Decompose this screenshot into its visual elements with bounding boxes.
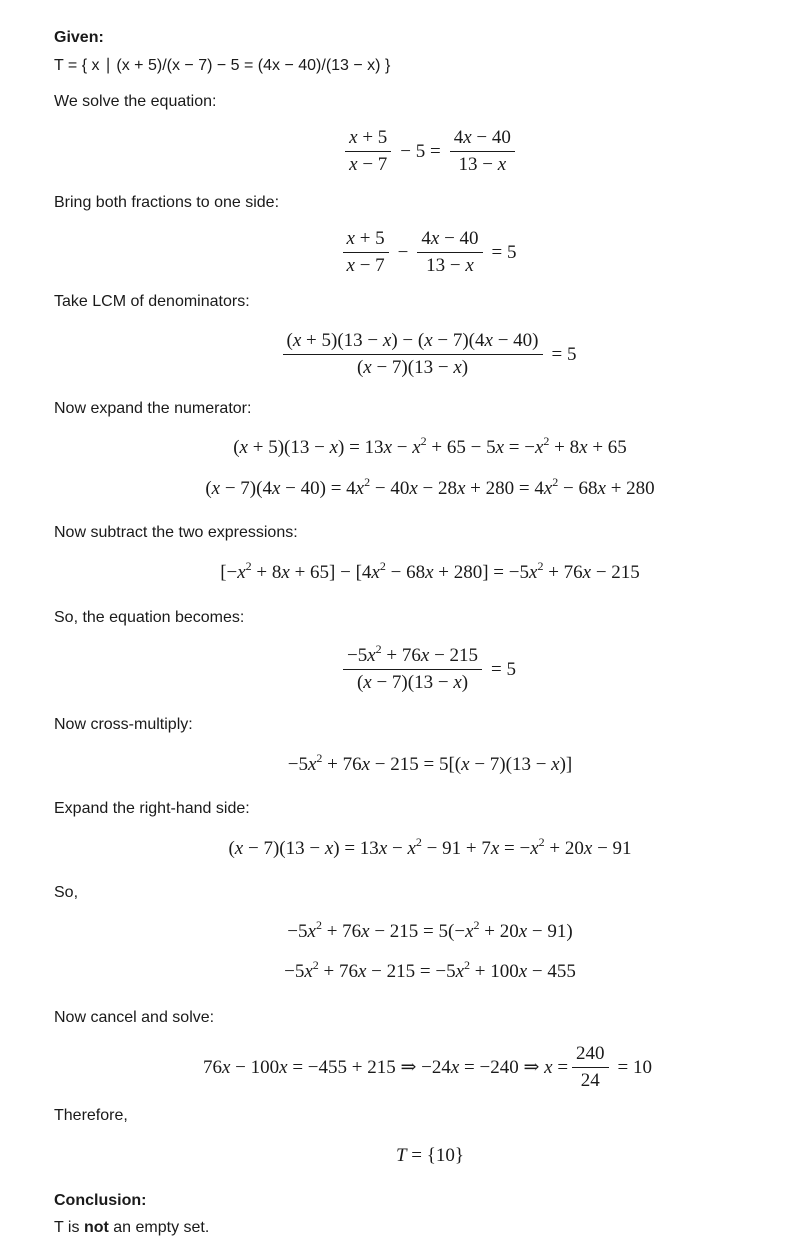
equation-7: $-5x^2 + 76x - 215 = 5[(x - 7)(13 - x)]$ bbox=[287, 751, 573, 775]
given-label: Given: bbox=[54, 29, 104, 46]
conclusion-post: an empty set. bbox=[108, 1219, 210, 1236]
step-text-7: Now cross-multiply: bbox=[54, 716, 193, 733]
equation-3: $\frac{(x + 5)(13 - x) - (x - 7)(4x - 40)}{(x - 7)(13 - x)}$ = 5 bbox=[0, 329, 800, 379]
equation-6: $\frac{-5x^2 + 76x - 215}{(x - 7)(13 - x)}$ = 5 bbox=[0, 644, 800, 694]
step-text-2: Bring both fractions to one side: bbox=[54, 194, 280, 211]
step-text-4: Now expand the numerator: bbox=[54, 400, 252, 417]
result-equation: T = {10} bbox=[395, 1145, 465, 1166]
step-text-1: We solve the equation: bbox=[54, 93, 217, 110]
step-text-8: Expand the right-hand side: bbox=[54, 800, 250, 817]
conclusion-text bbox=[54, 1218, 209, 1238]
step-text-5: Now subtract the two expressions: bbox=[54, 524, 298, 541]
step-text-11: Therefore, bbox=[54, 1107, 128, 1124]
equation-4a: $(x + 5)(13 - x) = 13x - x^2 + 65 - 5x = -x^2 + 8x + 65$ bbox=[233, 434, 627, 458]
equation-8: $(x - 7)(13 - x) = 13x - x^2 - 91 + 7x = -x^2 + 20x - 91$ bbox=[228, 835, 632, 859]
step-text-9: So, bbox=[54, 884, 79, 901]
conclusion-pre: T is bbox=[54, 1219, 84, 1236]
conclusion-emphasis: not bbox=[83, 1219, 109, 1236]
equation-9b: $-5x^2 + 76x - 215 = -5x^2 + 100x - 455$ bbox=[284, 958, 576, 982]
equation-5: $[-x^2 + 8x + 65] - [4x^2 - 68x + 280] = -5x^2 + 76x - 215$ bbox=[220, 559, 640, 583]
step-text-10: Now cancel and solve: bbox=[54, 1009, 215, 1026]
equation-2: $\frac{x + 5}{x - 7}$ − $\frac{4x - 40}{13 - x}$ = 5 bbox=[0, 227, 800, 277]
equation-9a: $-5x^2 + 76x - 215 = 5(-x^2 + 20x - 91)$ bbox=[287, 918, 573, 942]
equation-10: 76x − 100x = −455 + 215 ⇒ −24x = −240 ⇒ x = $\frac{240}{24}$ = 10 bbox=[202, 1043, 653, 1091]
step-text-6: So, the equation becomes: bbox=[54, 609, 245, 626]
conclusion-label: Conclusion: bbox=[54, 1192, 147, 1209]
equation-1: $\frac{x + 5}{x - 7}$ − 5 = $\frac{4x - 40}{13 - x}$ bbox=[0, 126, 800, 176]
equation-4b: $(x - 7)(4x - 40) = 4x^2 - 40x - 28x + 280 = 4x^2 - 68x + 280$ bbox=[205, 475, 655, 499]
set-definition: T = { x ∣ (x + 5)/(x − 7) − 5 = (4x − 40)/(13 − x) } bbox=[54, 57, 391, 74]
step-text-3: Take LCM of denominators: bbox=[54, 293, 250, 310]
